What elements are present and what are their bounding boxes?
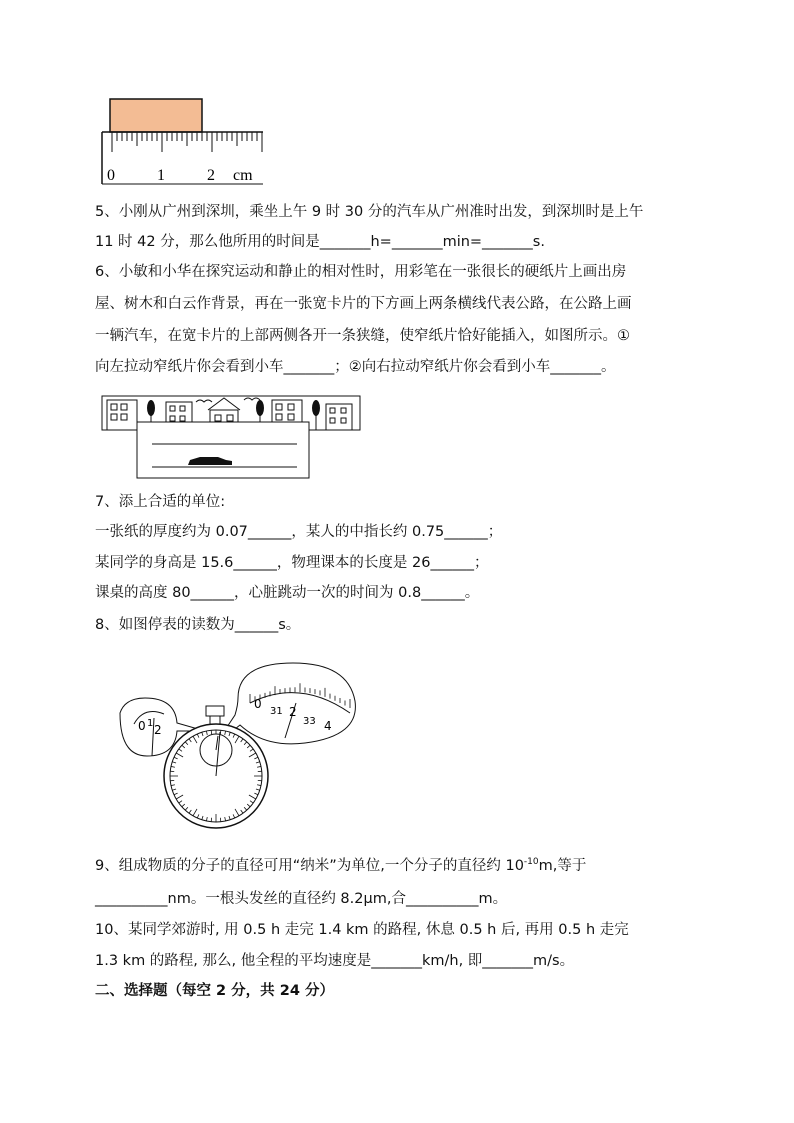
- crown: [206, 706, 224, 716]
- block: [110, 99, 202, 132]
- large-dial-label-4: 4: [324, 719, 332, 733]
- q7-line2: 某同学的身高是 15.6______，物理课本的长度是 26______；: [95, 555, 489, 571]
- small-dial-label-2: 2: [154, 723, 162, 737]
- q10-line1: 10、某同学郊游时, 用 0.5 h 走完 1.4 km 的路程, 休息 0.5 h 后, 再用 0.5 h 走完: [95, 922, 629, 938]
- large-dial-label-3: 33: [303, 716, 316, 727]
- q5-line1: 5、小刚从广州到深圳，乘坐上午 9 时 30 分的汽车从广州准时出发，到深圳时是上午: [95, 204, 644, 220]
- ruler-label-2: 2: [207, 167, 215, 184]
- q7-line3: 课桌的高度 80______，心脏跳动一次的时间为 0.8______。: [95, 585, 480, 601]
- q10-line2: 1.3 km 的路程, 那么, 他全程的平均速度是_______km/h, 即_______m/s。: [95, 953, 575, 969]
- q7-line1: 一张纸的厚度约为 0.07______，某人的中指长约 0.75______；: [95, 524, 503, 540]
- small-dial-label-1: 1: [147, 718, 154, 729]
- q9-line1-a: 9、组成物质的分子的直径可用“纳米”为单位,一个分子的直径约 10: [95, 858, 524, 874]
- stopwatch-figure: [100, 658, 360, 833]
- q7-title: 7、添上合适的单位:: [95, 494, 226, 510]
- ruler-label-1: 1: [157, 167, 165, 184]
- stem: [210, 716, 220, 724]
- large-dial-label-1: 31: [270, 706, 283, 717]
- ruler-figure: [95, 92, 270, 187]
- q9-exponent: -10: [523, 857, 539, 868]
- large-dial-label-2: 2: [289, 705, 297, 719]
- large-dial-label-0: 0: [254, 697, 262, 711]
- q9-line1-b: m,等于: [538, 858, 587, 874]
- q6-line2: 屋、树木和白云作背景，再在一张宽卡片的下方画上两条横线代表公路，在公路上画: [95, 296, 632, 312]
- q5-line2: 11 时 42 分，那么他所用的时间是_______h=_______min=_______s.: [95, 234, 545, 250]
- q8-text: 8、如图停表的读数为______s。: [95, 617, 301, 633]
- card: [137, 422, 309, 478]
- q9-line2: __________nm。一根头发丝的直径约 8.2μm,合__________m。: [95, 891, 508, 907]
- ruler-label-0: 0: [107, 167, 115, 184]
- q6-line3: 一辆汽车，在宽卡片的上部两侧各开一条狭缝，使窄纸片恰好能插入，如图所示。①: [95, 328, 630, 344]
- ruler-unit: cm: [233, 167, 253, 184]
- ruler-ticks: [112, 132, 262, 152]
- section2-title: 二、选择题（每空 2 分，共 24 分）: [95, 983, 334, 999]
- q9-line1: [95, 856, 586, 876]
- q6-line1: 6、小敏和小华在探究运动和静止的相对性时，用彩笔在一张很长的硬纸片上画出房: [95, 264, 627, 280]
- small-dial-label-0: 0: [138, 719, 146, 733]
- relative-motion-figure: [100, 392, 365, 482]
- q6-line4: 向左拉动窄纸片你会看到小车_______；②向右拉动窄纸片你会看到小车_______。: [95, 359, 616, 375]
